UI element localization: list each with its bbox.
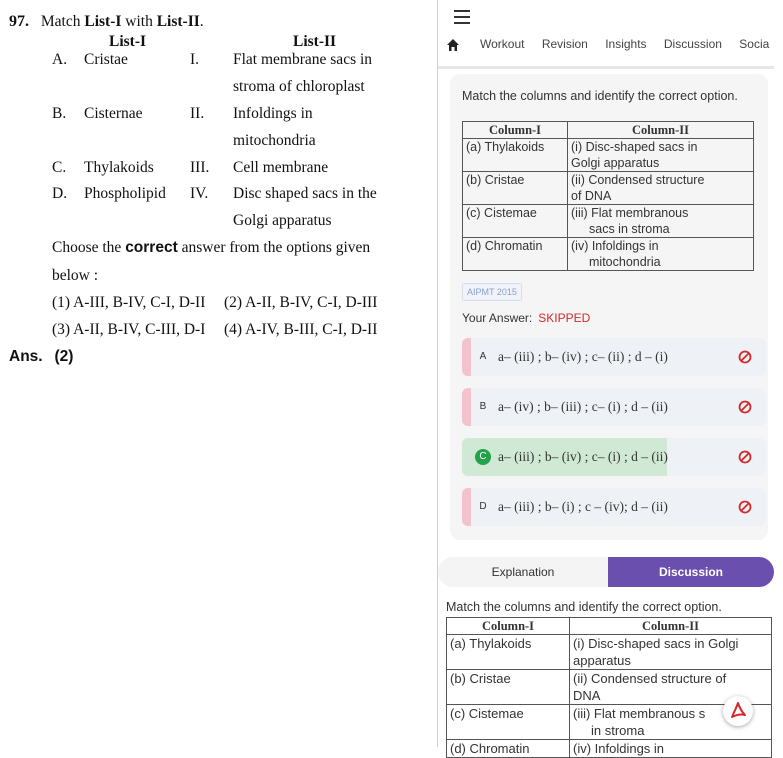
- answer-label: Ans.: [9, 348, 43, 365]
- list2-item-1-line1: Flat membrane sacs in: [233, 51, 373, 68]
- table-cell: (c) Cistemae: [447, 705, 570, 740]
- table-cell: (d) Chromatin: [447, 740, 570, 758]
- option-1: (1) A-III, B-IV, C-I, D-II: [52, 294, 206, 311]
- table-row: [447, 740, 772, 758]
- list2-item-4-line1: Disc shaped sacs in the: [233, 185, 377, 202]
- nav-tab-discussion[interactable]: Discussion: [663, 37, 722, 51]
- question-header: [9, 13, 204, 31]
- cell-line: apparatus: [573, 653, 631, 668]
- option-text: a– (iv) ; b– (iii) ; c– (i) ; d – (ii): [498, 399, 668, 414]
- table-cell: [568, 139, 754, 172]
- app-panel: [437, 0, 774, 756]
- option-a[interactable]: [462, 338, 766, 376]
- list1-item-d: Phospholipid: [84, 185, 166, 202]
- option-letter: A: [479, 351, 487, 362]
- cell-line: (iv) Infoldings in: [571, 239, 659, 253]
- option-b[interactable]: [462, 388, 766, 426]
- option-3: (3) A-II, B-IV, C-III, D-I: [52, 321, 206, 338]
- choose-instruction: [52, 239, 370, 257]
- tab-discussion[interactable]: Discussion: [608, 557, 774, 587]
- your-answer-status: SKIPPED: [538, 311, 591, 325]
- discussion-question-text: Match the columns and identify the correct option.: [446, 600, 722, 614]
- home-icon[interactable]: [446, 38, 460, 52]
- cell-line: (ii) Condensed structure: [571, 173, 705, 187]
- list1-header: List-I: [109, 33, 147, 50]
- table-row: [463, 139, 754, 172]
- nav-tab-social[interactable]: Socia: [739, 37, 770, 51]
- wrong-icon: [738, 350, 752, 364]
- table-cell: (a) Thylakoids: [447, 635, 570, 670]
- option-edge: [462, 388, 471, 426]
- period: .: [199, 13, 204, 30]
- top-bar: [438, 0, 774, 69]
- cell-line: DNA: [573, 688, 601, 703]
- table-cell: (a) Thylakoids: [463, 139, 568, 172]
- nav-tabs: [480, 37, 783, 51]
- option-c[interactable]: [462, 438, 766, 476]
- list2-key-4: IV.: [190, 185, 209, 202]
- pdf-icon: [723, 696, 753, 726]
- table-row: [463, 205, 754, 238]
- explanation-discussion-tabs: [438, 557, 774, 587]
- answer-line: [9, 348, 73, 366]
- cell-line: mitochondria: [589, 255, 661, 269]
- wrong-icon: [738, 500, 752, 514]
- choose-line2: below :: [52, 267, 99, 284]
- question-card: [450, 74, 768, 540]
- option-2: (2) A-II, B-IV, C-I, D-III: [224, 294, 378, 311]
- option-text: a– (iii) ; b– (i) ; c – (iv); d – (ii): [498, 499, 668, 514]
- list2-item-4-line2: Golgi apparatus: [233, 212, 332, 229]
- wrong-icon: [738, 400, 752, 414]
- option-letter-correct: C: [475, 449, 491, 465]
- list2-item-2-line2: mitochondria: [233, 132, 316, 149]
- list2-key-3: III.: [190, 159, 210, 176]
- list1-key-c: C.: [52, 159, 67, 176]
- option-edge: [462, 488, 471, 526]
- match-prefix: Match: [40, 13, 85, 30]
- menu-icon[interactable]: [454, 10, 470, 24]
- nav-tab-workout[interactable]: Workout: [480, 37, 525, 51]
- wrong-icon: [738, 450, 752, 464]
- your-answer: [462, 311, 590, 325]
- answer-value: (2): [54, 348, 74, 365]
- option-text: a– (iii) ; b– (iv) ; c– (i) ; d – (ii): [498, 449, 668, 464]
- your-answer-label: Your Answer:: [462, 311, 533, 325]
- choose-pre: Choose the: [52, 239, 126, 256]
- table-cell: [568, 238, 754, 271]
- table-cell: [570, 635, 772, 670]
- option-4: (4) A-IV, B-III, C-I, D-II: [224, 321, 378, 338]
- list1-key-a: A.: [52, 51, 68, 68]
- cell-line: (iv) Infoldings in: [573, 741, 665, 756]
- option-d[interactable]: [462, 488, 766, 526]
- list2-key-2: II.: [190, 105, 205, 122]
- table-cell: [570, 740, 772, 758]
- table-row: [463, 238, 754, 271]
- nav-tab-insights[interactable]: Insights: [605, 37, 647, 51]
- list1-item-a: Cristae: [84, 51, 128, 68]
- exam-tag: AIPMT 2015: [462, 283, 522, 301]
- discussion-columns-table: [446, 617, 772, 758]
- list2-bold: List-II: [156, 13, 200, 30]
- cell-line: in stroma: [591, 723, 645, 738]
- option-letter: D: [479, 501, 487, 512]
- choose-post: answer from the options given: [177, 239, 371, 256]
- table-cell: (b) Cristae: [463, 172, 568, 205]
- column-2-header: Column-II: [568, 122, 754, 139]
- table-cell: [568, 172, 754, 205]
- choose-bold: correct: [125, 239, 178, 256]
- cell-line: (ii) Condensed structure of: [573, 671, 727, 686]
- tab-explanation[interactable]: Explanation: [438, 557, 608, 587]
- table-row: [447, 635, 772, 670]
- option-letter: B: [479, 401, 487, 412]
- cell-line: sacs in stroma: [589, 222, 670, 236]
- card-question-text: Match the columns and identify the correct option.: [462, 89, 738, 103]
- columns-table: [462, 121, 754, 271]
- option-edge: [462, 338, 471, 376]
- cell-line: (i) Disc-shaped sacs in: [571, 140, 698, 154]
- column-2-header: Column-II: [570, 618, 772, 635]
- option-text: a– (iii) ; b– (iv) ; c– (ii) ; d – (i): [498, 349, 668, 364]
- table-cell: [568, 205, 754, 238]
- list1-key-b: B.: [52, 105, 67, 122]
- list1-item-c: Thylakoids: [84, 159, 154, 176]
- cell-line: (iii) Flat membranous: [571, 206, 689, 220]
- nav-tab-revision[interactable]: Revision: [541, 37, 588, 51]
- cell-line: (iii) Flat membranous s: [573, 706, 706, 721]
- question-number: 97.: [9, 13, 29, 30]
- list2-header: List-II: [293, 33, 337, 50]
- table-cell: (c) Cistemae: [463, 205, 568, 238]
- list1-item-b: Cisternae: [84, 105, 143, 122]
- with-text: with: [121, 13, 157, 30]
- table-row: [463, 172, 754, 205]
- list2-key-1: I.: [190, 51, 200, 68]
- list2-item-3-line1: Cell membrane: [233, 159, 329, 176]
- list2-item-1-line2: stroma of chloroplast: [233, 78, 365, 95]
- cell-line: (i) Disc-shaped sacs in Golgi: [573, 636, 739, 651]
- table-cell: (b) Cristae: [447, 670, 570, 705]
- cell-line: of DNA: [571, 189, 612, 203]
- pdf-download-button[interactable]: [723, 696, 753, 726]
- list1-key-d: D.: [52, 185, 68, 202]
- column-1-header: Column-I: [447, 618, 570, 635]
- cell-line: Golgi apparatus: [571, 156, 660, 170]
- list1-bold: List-I: [84, 13, 122, 30]
- table-cell: (d) Chromatin: [463, 238, 568, 271]
- list2-item-2-line1: Infoldings in: [233, 105, 313, 122]
- column-1-header: Column-I: [463, 122, 568, 139]
